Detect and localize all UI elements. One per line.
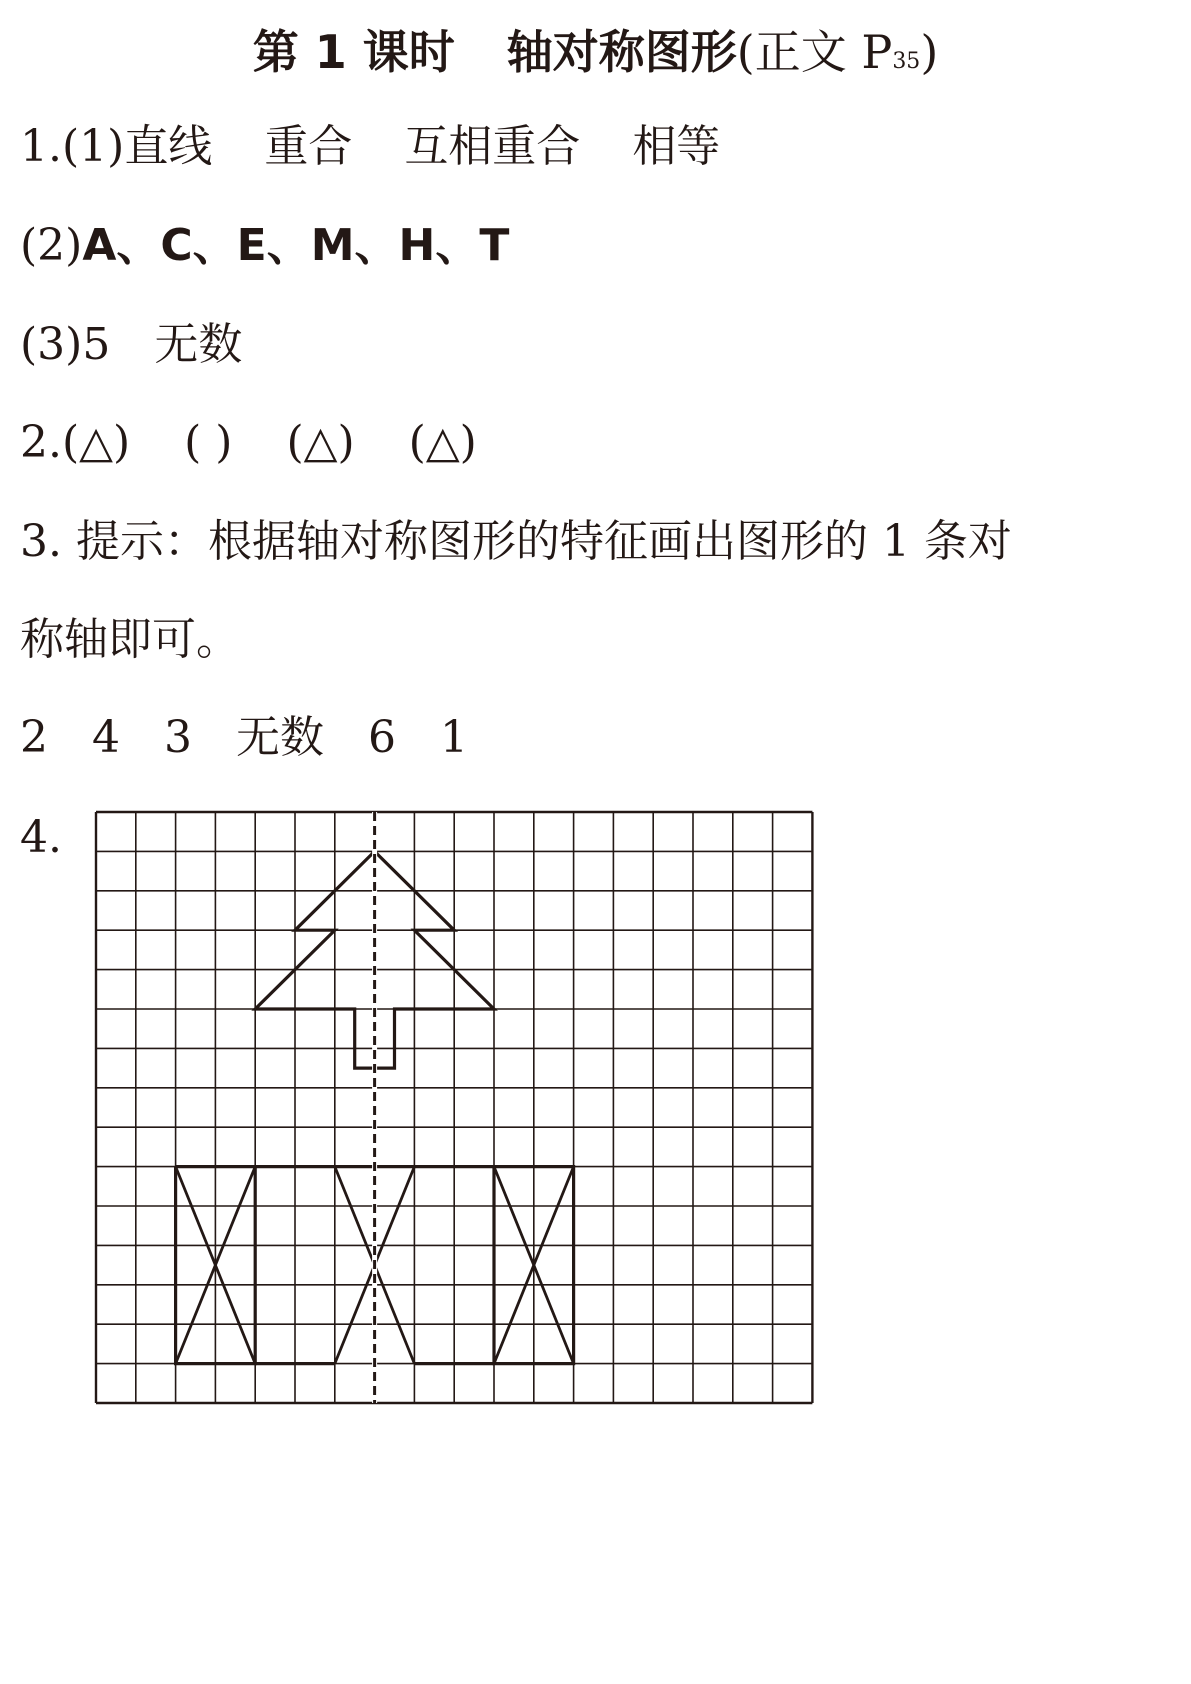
q3-hint-line2: 称轴即可。 — [20, 614, 240, 665]
q3-hint-line1: 3. 提示：根据轴对称图形的特征画出图形的 1 条对 — [20, 516, 1012, 567]
page-reference: (正文 P35) — [736, 25, 939, 79]
q1-part3-prefix: (3) — [20, 319, 83, 370]
q1-prefix: 1.(1) — [20, 121, 125, 172]
q3-answer-1: 2 — [20, 712, 48, 763]
q1-part2-prefix: (2) — [20, 220, 83, 271]
q2-prefix: 2. — [20, 417, 62, 468]
symmetric-letters: A、C、E、M、H、T — [82, 220, 510, 271]
q1-part3-answer-1: 5 — [82, 319, 111, 370]
q1-part3-answer-2: 无数 — [154, 319, 243, 370]
q1-answer-2: 重合 — [264, 121, 353, 172]
q3-answer-6: 1 — [440, 712, 468, 763]
q2-mark-3: (△) — [286, 417, 355, 468]
lesson-topic: 轴对称图形 — [506, 25, 737, 79]
q3-answer-3: 3 — [164, 712, 192, 763]
grid-lines — [96, 812, 812, 1403]
q1-answer-3: 互相重合 — [404, 121, 581, 172]
q3-answer-4: 无数 — [236, 712, 324, 763]
q3-answer-2: 4 — [92, 712, 120, 763]
q3-answer-5: 6 — [368, 712, 396, 763]
q2-mark-2: ( ) — [184, 417, 233, 468]
q1-answer-1: 直线 — [124, 121, 213, 172]
q2-mark-4: (△) — [408, 417, 477, 468]
q1-answer-4: 相等 — [632, 121, 721, 172]
lesson-number: 第 1 课时 — [252, 25, 455, 79]
q4-prefix: 4. — [20, 812, 62, 863]
q2-mark-1: (△) — [61, 417, 131, 468]
